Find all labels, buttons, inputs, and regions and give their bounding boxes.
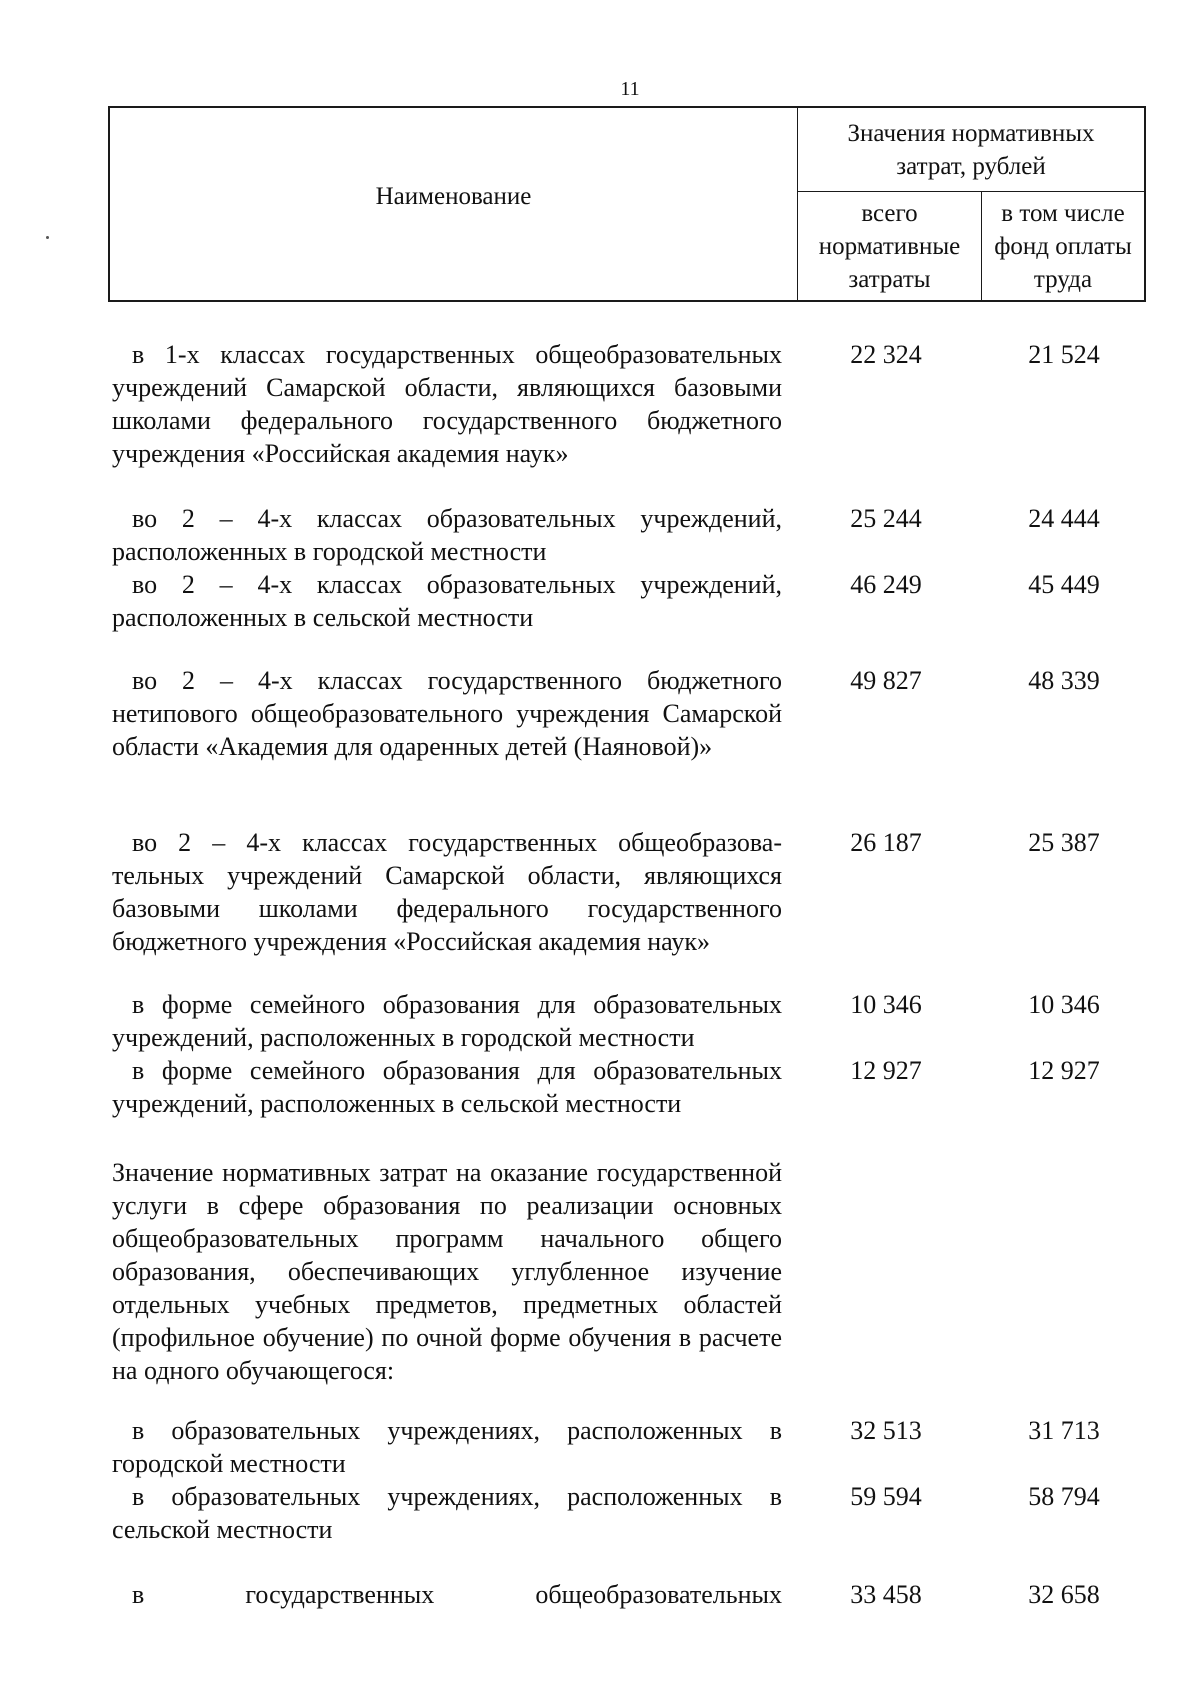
header-total-costs: всего нормативные затраты xyxy=(798,192,982,300)
row-wage-value: 45 449 xyxy=(1028,570,1100,599)
header-wage-fund: в том числе фонд оплаты труда xyxy=(994,199,1132,293)
row-description: во 2 – 4-х классах государственного бюджетного нетипового общеобразовательного учреждения Самарской области «Академия для одаренных детей (Наяновой)» xyxy=(112,666,782,761)
row-wage-value: 31 713 xyxy=(1028,1416,1100,1445)
row-total-value: 49 827 xyxy=(850,666,922,695)
row-description: во 2 – 4-х классах образовательных учреждений, расположенных в городской местности xyxy=(112,504,782,566)
row-description: в образовательных учреждениях, расположенных в городской местности xyxy=(112,1416,782,1478)
row-total-value: 12 927 xyxy=(850,1056,922,1085)
row-total-value: 33 458 xyxy=(850,1580,922,1609)
row-description: в государственных общеобразовательных xyxy=(132,1580,782,1609)
row-wage-value: 58 794 xyxy=(1028,1482,1100,1511)
table-header xyxy=(108,106,1146,302)
row-description: в форме семейного образования для образовательных учреждений, расположенных в городской местности xyxy=(112,990,782,1052)
section-intro-text: Значение нормативных затрат на оказание государственной услуги в сфере образования по реализации основных общеобразовательных программ начального общего образования, обеспечивающих углубленное изучение отдельных учебных предметов, предметных областей (профильное обучение) по очной форме обучения в расчете на одного обучающегося: xyxy=(112,1158,782,1385)
row-wage-value: 48 339 xyxy=(1028,666,1100,695)
header-name-column: Наименование xyxy=(110,108,798,300)
row-total-value: 59 594 xyxy=(850,1482,922,1511)
scan-speck xyxy=(46,236,49,239)
row-total-value: 46 249 xyxy=(850,570,922,599)
row-description: во 2 – 4-х классах образовательных учреждений, расположенных в сельской местности xyxy=(112,570,782,632)
row-wage-value: 10 346 xyxy=(1028,990,1100,1019)
row-total-value: 25 244 xyxy=(850,504,922,533)
row-total-value: 10 346 xyxy=(850,990,922,1019)
row-wage-value: 21 524 xyxy=(1028,340,1100,369)
row-description: во 2 – 4-х классах государственных общеобразова-тельных учреждений Самарской области, являющихся базовыми школами федерального государственного бюджетного учреждения «Российская академия наук» xyxy=(112,828,782,956)
row-wage-value: 25 387 xyxy=(1028,828,1100,857)
row-total-value: 22 324 xyxy=(850,340,922,369)
page-number: 11 xyxy=(620,78,640,100)
row-description: в 1-х классах государственных общеобразовательных учреждений Самарской области, являющихся базовыми школами федерального государственного бюджетного учреждения «Российская академия наук» xyxy=(112,340,782,468)
row-total-value: 26 187 xyxy=(850,828,922,857)
row-wage-value: 24 444 xyxy=(1028,504,1100,533)
row-wage-value: 12 927 xyxy=(1028,1056,1100,1085)
header-values-group: Значения нормативных затрат, рублей xyxy=(798,108,1144,192)
row-wage-value: 32 658 xyxy=(1028,1580,1100,1609)
row-total-value: 32 513 xyxy=(850,1416,922,1445)
row-description: в образовательных учреждениях, расположенных в сельской местности xyxy=(112,1482,782,1544)
row-description: в форме семейного образования для образовательных учреждений, расположенных в сельской местности xyxy=(112,1056,782,1118)
